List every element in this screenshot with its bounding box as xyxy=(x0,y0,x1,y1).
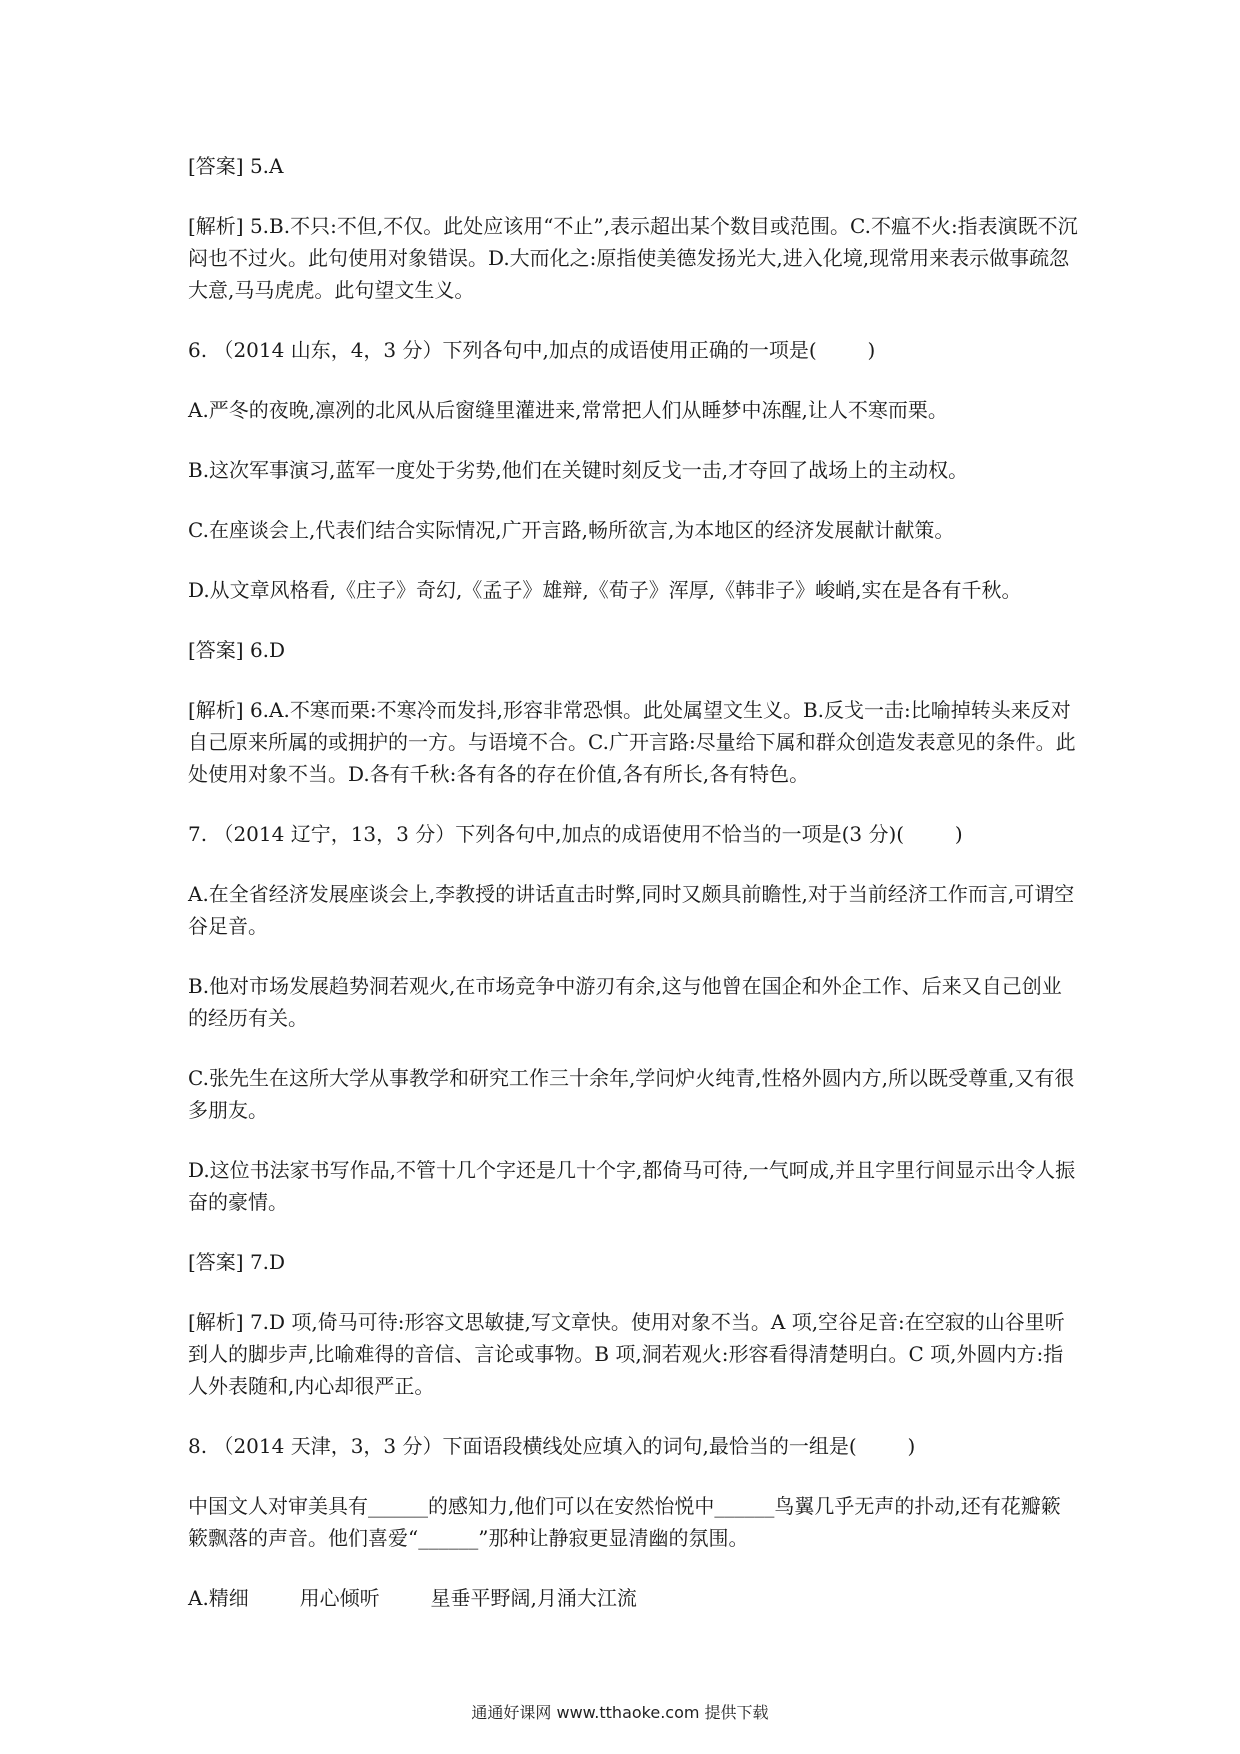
page-footer: 通通好课网 www.tthaoke.com 提供下载 xyxy=(471,1703,769,1722)
option-7c: C.张先生在这所大学从事教学和研究工作三十余年,学问炉火纯青,性格外圆内方,所以既受尊重,又有很多朋友。 xyxy=(188,1066,1075,1122)
option-6b: B.这次军事演习,蓝军一度处于劣势,他们在关键时刻反戈一击,才夺回了战场上的主动权。 xyxy=(188,458,969,482)
document-body xyxy=(188,150,1078,1642)
option-7b: B.他对市场发展趋势洞若观火,在市场竞争中游刃有余,这与他曾在国企和外企工作、后来又自己创业的经历有关。 xyxy=(188,974,1062,1030)
option-6a: A.严冬的夜晚,凛冽的北风从后窗缝里灌进来,常常把人们从睡梦中冻醒,让人不寒而栗。 xyxy=(188,398,948,422)
passage-8: 中国文人对审美具有______的感知力,他们可以在安然怡悦中______鸟翼几乎无声的扑动,还有花瓣簌簌飘落的声音。他们喜爱“______”那种让静寂更显清幽的氛围。 xyxy=(188,1494,1061,1550)
question-6: 6. （2014 山东，4，3 分）下列各句中,加点的成语使用正确的一项是( ) xyxy=(188,338,876,362)
analysis-5: [解析] 5.B.不只:不但,不仅。此处应该用“不止”,表示超出某个数目或范围。C.不瘟不火:指表演既不沉闷也不过火。此句使用对象错误。D.大而化之:原指使美德发扬光大,进入化境,现常用来表示做事疏忽大意,马马虎虎。此句望文生义。 xyxy=(188,214,1078,302)
answer-7: [答案] 7.D xyxy=(188,1250,286,1274)
answer-5: [答案] 5.A xyxy=(188,154,284,178)
option-7a: A.在全省经济发展座谈会上,李教授的讲话直击时弊,同时又颇具前瞻性,对于当前经济工作而言,可谓空谷足音。 xyxy=(188,882,1075,938)
question-8: 8. （2014 天津，3，3 分）下面语段横线处应填入的词句,最恰当的一组是( ) xyxy=(188,1434,916,1458)
analysis-7: [解析] 7.D 项,倚马可待:形容文思敏捷,写文章快。使用对象不当。A 项,空谷足音:在空寂的山谷里听到人的脚步声,比喻难得的音信、言论或事物。B 项,洞若观火:形容看得清楚明白。C 项,外圆内方:指人外表随和,内心却很严正。 xyxy=(188,1310,1065,1398)
option-8a: A.精细 用心倾听 星垂平野阔,月涌大江流 xyxy=(188,1586,637,1610)
option-6d: D.从文章风格看,《庄子》奇幻,《孟子》雄辩,《荀子》浑厚,《韩非子》峻峭,实在是各有千秋。 xyxy=(188,578,1022,602)
question-7: 7. （2014 辽宁，13，3 分）下列各句中,加点的成语使用不恰当的一项是(3 分)( ) xyxy=(188,822,963,846)
option-6c: C.在座谈会上,代表们结合实际情况,广开言路,畅所欲言,为本地区的经济发展献计献策。 xyxy=(188,518,955,542)
option-7d: D.这位书法家书写作品,不管十几个字还是几十个字,都倚马可待,一气呵成,并且字里行间显示出令人振奋的豪情。 xyxy=(188,1158,1076,1214)
answer-6: [答案] 6.D xyxy=(188,638,286,662)
analysis-6: [解析] 6.A.不寒而栗:不寒冷而发抖,形容非常恐惧。此处属望文生义。B.反戈一击:比喻掉转头来反对自己原来所属的或拥护的一方。与语境不合。C.广开言路:尽量给下属和群众创造发表意见的条件。此处使用对象不当。D.各有千秋:各有各的存在价值,各有所长,各有特色。 xyxy=(188,698,1076,786)
